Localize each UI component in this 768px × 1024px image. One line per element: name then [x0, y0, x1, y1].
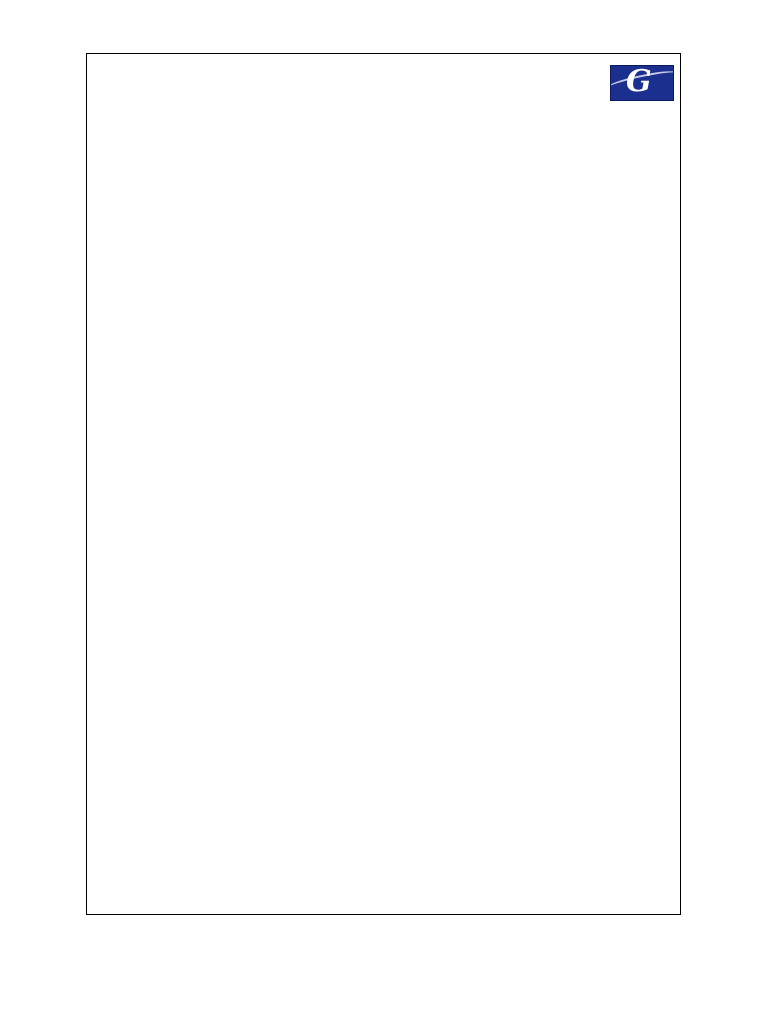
company-logo: [610, 65, 674, 101]
jsa-form: [86, 53, 681, 915]
logo-g-mark: G: [626, 65, 652, 99]
